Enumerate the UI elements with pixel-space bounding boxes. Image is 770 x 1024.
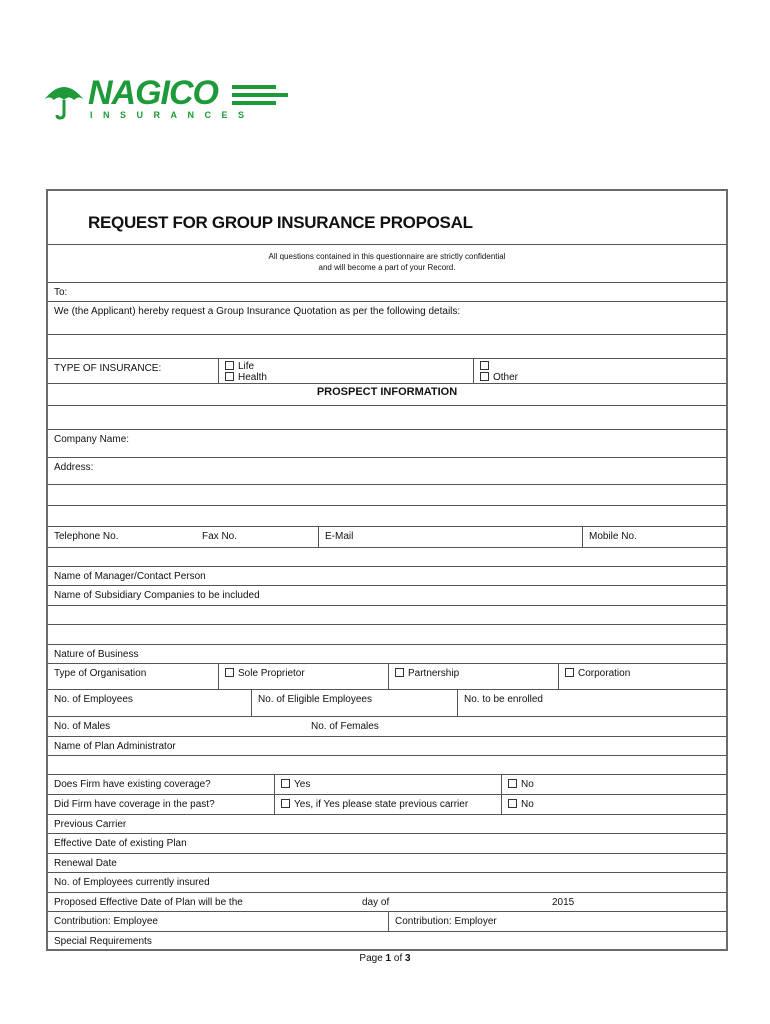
umbrella-icon [42,78,86,122]
renewal-row[interactable] [48,854,726,873]
checkbox-icon[interactable] [225,372,234,381]
nagico-logo [42,74,292,124]
blank-row-7[interactable] [48,625,726,645]
address-label: Address: [54,462,94,473]
subsidiary-label: Name of Subsidiary Companies to be included [54,590,260,601]
blank-row-5[interactable] [48,548,726,567]
plan-admin-label: Name of Plan Administrator [54,741,176,752]
blank-row-4[interactable] [48,506,726,527]
manager-label: Name of Manager/Contact Person [54,571,206,582]
checkbox-icon[interactable] [508,779,517,788]
special-label: Special Requirements [54,936,152,947]
gender-row [48,717,726,737]
renewal-label: Renewal Date [54,858,117,869]
page-footer: Page 1 of 3 [359,953,411,964]
num-enrolled-label: No. to be enrolled [457,690,726,716]
health-option[interactable]: Health [225,372,467,383]
partnership-option[interactable]: Partnership [388,664,558,689]
mobile-label: Mobile No. [582,527,726,547]
checkbox-icon[interactable] [281,779,290,788]
address-row[interactable] [48,458,726,485]
company-row[interactable] [48,430,726,458]
proposed-label: Proposed Effective Date of Plan will be the [54,897,243,908]
blank-row-3[interactable] [48,485,726,506]
type-insurance-row [48,359,726,384]
num-eligible-label: No. of Eligible Employees [251,690,457,716]
to-row[interactable] [48,283,726,302]
prospect-row [48,384,726,406]
life-option[interactable]: Life [225,361,467,372]
special-row[interactable] [48,932,726,951]
blank-row-1[interactable] [48,335,726,359]
confidential-note: All questions contained in this questionnaire are strictly confidential and will become a part of your Record. [268,252,506,272]
sole-option[interactable]: Sole Proprietor [218,664,388,689]
checkbox-icon[interactable] [395,668,404,677]
blank-option[interactable] [480,361,720,372]
eff-date-label: Effective Date of existing Plan [54,838,187,849]
company-name-label: Company Name: [54,434,130,445]
existing-cov-label: Does Firm have existing coverage? [54,779,211,790]
email-label: E-Mail [318,527,582,547]
past-cov-row [48,795,726,815]
contrib-employer-label: Contribution: Employer [388,912,726,931]
contribution-row [48,912,726,932]
prev-carrier-row[interactable] [48,815,726,834]
past-no-option[interactable]: No [501,795,726,814]
logo-sub: INSURANCES [90,110,255,120]
checkbox-icon[interactable] [225,668,234,677]
num-males-label: No. of Males [54,721,111,732]
num-insured-label: No. of Employees currently insured [54,877,210,888]
nature-row[interactable] [48,645,726,664]
form-title: REQUEST FOR GROUP INSURANCE PROPOSAL [88,213,473,232]
prospect-heading: PROSPECT INFORMATION [316,386,458,398]
type-insurance-label: TYPE OF INSURANCE: [54,363,162,374]
insurance-form [46,189,728,951]
other-option[interactable]: Other [480,372,720,383]
title-row [48,191,726,245]
manager-row[interactable] [48,567,726,586]
num-females-label: No. of Females [311,721,379,732]
contact-row [48,527,726,548]
existing-yes-option[interactable]: Yes [274,775,501,794]
existing-no-option[interactable]: No [501,775,726,794]
logo-name: NAGICO [88,74,218,112]
proposed-row [48,893,726,912]
prev-carrier-label: Previous Carrier [54,819,127,830]
past-yes-option[interactable]: Yes, if Yes please state previous carrier [274,795,501,814]
contrib-employee-label: Contribution: Employee [54,916,158,927]
to-label: To: [54,287,68,298]
request-row [48,302,726,335]
corporation-option[interactable]: Corporation [558,664,726,689]
day-of-label: day of [362,897,390,908]
employees-row [48,690,726,717]
num-employees-label: No. of Employees [54,694,133,705]
nature-label: Nature of Business [54,649,139,660]
blank-row-6[interactable] [48,606,726,625]
checkbox-icon[interactable] [480,372,489,381]
org-type-label: Type of Organisation [54,668,147,679]
num-insured-row[interactable] [48,873,726,893]
logo-lines-icon [232,82,288,108]
existing-cov-row [48,775,726,795]
subsidiary-row[interactable] [48,586,726,606]
past-cov-label: Did Firm have coverage in the past? [54,799,215,810]
confidential-row [48,245,726,283]
checkbox-icon[interactable] [281,799,290,808]
eff-date-row[interactable] [48,834,726,854]
checkbox-icon[interactable] [508,799,517,808]
plan-admin-row[interactable] [48,737,726,756]
checkbox-icon[interactable] [565,668,574,677]
blank-row-2[interactable] [48,406,726,430]
year-label: 2015 [552,897,575,908]
request-line: We (the Applicant) hereby request a Group Insurance Quotation as per the following details: [54,306,461,317]
checkbox-icon[interactable] [480,361,489,370]
blank-row-8[interactable] [48,756,726,775]
checkbox-icon[interactable] [225,361,234,370]
fax-label: Fax No. [202,531,238,542]
org-type-row [48,664,726,690]
telephone-label: Telephone No. [54,531,119,542]
